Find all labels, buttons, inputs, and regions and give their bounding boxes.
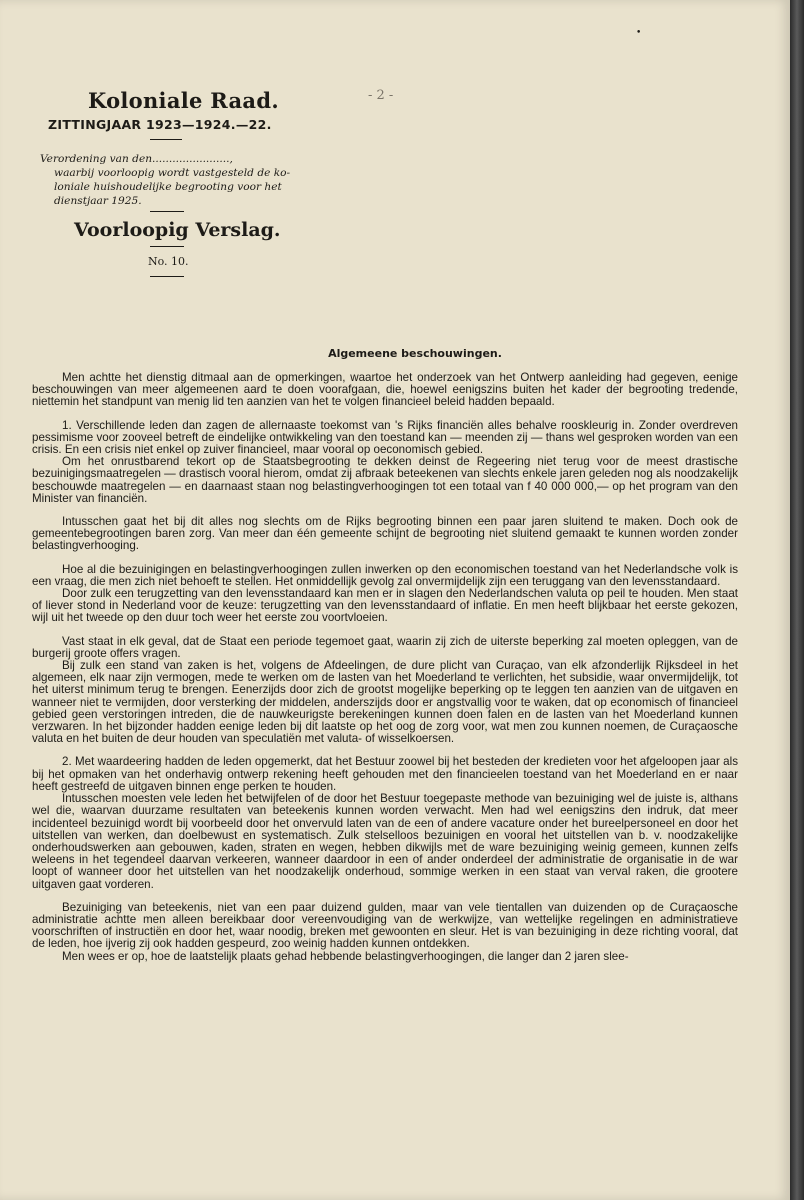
corner-mark: • bbox=[636, 28, 642, 38]
body-paragraph: Men achtte het dienstig ditmaal aan de opmerkingen, waartoe het onderzoek van het Ontwerp aanleiding had gegeven, eenige beschouwingen van meer algemeenen aard te doen voorafgaan, die, hoewel eenigszins buiten het kader der begrooting tredende, niettemin het standpunt van menig lid ten aanzien van het te volgen financieel beleid hadden bepaald. bbox=[32, 371, 738, 409]
book-binding bbox=[790, 0, 804, 1200]
body-paragraph: Intusschen gaat het bij dit alles nog slechts om de Rijks begrooting binnen een paar jaren sluitend te maken. Doch ook de gemeentebegrootingen baren zorg. Van meer dan één gemeente schijnt de begrooting niet sluitend gemaakt te kunnen worden zonder belastingverhooging. bbox=[32, 515, 738, 553]
body-paragraph: Hoe al die bezuinigingen en belastingverhoogingen zullen inwerken op den economischen toestand van het Nederlandsche volk is een vraag, die men zich niet behoeft te stellen. Het onmiddellijk gevolg zal onvermijdelijk zijn een teruggang van den levensstandaard. bbox=[32, 562, 738, 588]
ordinance-line: dienstjaar 1925. bbox=[54, 195, 142, 207]
divider bbox=[150, 139, 182, 140]
body-paragraph: Om het onrustbarend tekort op de Staatsbegrooting te dekken deinst de Regeering niet terug voor de meest drastische bezuinigingsmaatregelen — drastisch vooral hierom, omdat zij afbraak beteekenen van slechts enkele jaren geleden nog als noodzakelijk beschouwde maatregelen — en daarnaast staan nog belastingverhoogingen tot een totaal van f 40 000 000,— op het program van den Minister van financiën. bbox=[32, 455, 738, 505]
body-paragraph: Door zulk een terugzetting van den levensstandaard kan men er in slagen den Nederlandschen valuta op peil te houden. Men staat of liever stond in Nederland voor de keuze: terugzetting van den levensstandaard of inflatie. En men heeft blijkbaar het eerste gekozen, wijl uit het tweede op den duur toch weer het eerste zou voortvloeien. bbox=[32, 587, 738, 625]
session-year: ZITTINGJAAR 1923—1924.—22. bbox=[48, 117, 272, 132]
body-paragraph: Intusschen moesten vele leden het betwijfelen of de door het Bestuur toegepaste methode van bezuiniging wel de juiste is, althans wel die, waarvan duurzame resultaten van beteekenis kunnen worden verwacht. Men had wel eenigszins den indruk, dat meer incidenteel bezuinigd wordt bij voorbeeld door het onvervuld laten van de een of andere vacature onder het bureelpersoneel en door het uitstellen van werken, dan doelbewust en systematisch. Zulk stelselloos bezuinigen en vooral het uitstellen van b. v. noodzakelijke onderhoudswerken aan gebouwen, kaden, straten en wegen, hebben dikwijls met de ware bezuiniging weinig gemeen, kunnen zelfs weleens in het tegendeel daarvan verkeeren, wanneer daardoor in een of ander onderdeel der administratie de organisatie in de war loopt of wanneer door het uitstellen van het noodzakelijk onderhoud, sommige werken in een staat van verval raken, die grootere uitgaven gaat vorderen. bbox=[32, 792, 738, 891]
report-title: Voorloopig Verslag. bbox=[74, 219, 281, 241]
body-paragraph: Bezuiniging van beteekenis, niet van een paar duizend gulden, maar van vele tientallen van duizenden op de Curaçaosche administratie achtte men alleen bereikbaar door vereenvoudiging van de werkwijze, van wettelijke regelingen en administratieve voorschriften of instructiën en door het, waar noodig, breken met gewoonten en sleur. Het is van bezuiniging in deze richting vooral, dat de leden, hoe ijverig zij ook hadden gespeurd, zoo weinig hadden kunnen ontdekken. bbox=[32, 900, 738, 951]
ordinance-description bbox=[40, 152, 298, 208]
body-text bbox=[32, 372, 738, 963]
body-paragraph: Vast staat in elk geval, dat de Staat een periode tegemoet gaat, waarin zij zich de uiterste beperking zal moeten opleggen, van de burgerij groote offers vragen. bbox=[32, 634, 738, 660]
body-paragraph: Bij zulk een stand van zaken is het, volgens de Afdeelingen, de dure plicht van Curaçao, van elk afzonderlijk Rijksdeel in het algemeen, elk naar zijn vermogen, mede te werken om de lasten van het Moederland te verlichten, het subsidie, waar onvermijdelijk, tot het uiterst minimum terug te brengen. Eenerzijds door zich de grootst mogelijke beperking op te leggen ten aanzien van de uitgaven en wanneer niet te vermijden, door versterking der middelen, anderszijds door er angstvallig voor te waken, dat op economisch of financieel gebied geen verstoringen intreden, die de nauwkeurigste berekeningen kunnen doen falen en de lasten van het Moederland kunnen verzwaren. In het bijzonder hadden eenige leden bij dit laatste op het oog de zorg voor, wat men zou kunnen noemen, de Curaçaosche valuta en het buiten de deur houden van speculatiën met valuta- of wisselkoersen. bbox=[32, 659, 738, 746]
report-number: No. 10. bbox=[148, 255, 189, 268]
body-paragraph: 2. Met waardeering hadden de leden opgemerkt, dat het Bestuur zoowel bij het besteden der kredieten voor het afgeloopen jaar als bij het opmaken van het onderhavig ontwerp rekening heeft gehouden met den financieelen toestand van het Moederland en er naar heeft gestreefd de uitgaven binnen enge perken te houden. bbox=[32, 755, 738, 793]
divider bbox=[150, 276, 184, 277]
body-paragraph: Men wees er op, hoe de laatstelijk plaats gehad hebbende belastingverhoogingen, die langer dan 2 jaren slee- bbox=[62, 949, 629, 963]
divider bbox=[150, 246, 184, 247]
page-marker: - 2 - bbox=[368, 88, 394, 103]
body-paragraph: 1. Verschillende leden dan zagen de allernaaste toekomst van 's Rijks financiën alles behalve rooskleurig in. Zonder overdreven pessimisme voor zooveel betreft de eindelijke ontwikkeling van den toestand kan — meenden zij — thans wel gesproken worden van een crisis. En een crisis niet enkel op zuiver financieel, maar vooral op oeconomisch gebied. bbox=[32, 418, 738, 457]
divider bbox=[150, 211, 184, 212]
ordinance-line: waarbij voorloopig wordt vastgesteld de ko- bbox=[54, 167, 291, 179]
section-heading: Algemeene beschouwingen. bbox=[328, 347, 502, 360]
ordinance-line: loniale huishoudelijke begrooting voor het bbox=[54, 181, 282, 193]
council-title: Koloniale Raad. bbox=[88, 88, 279, 113]
ordinance-line: Verordening van den......................., bbox=[40, 153, 233, 165]
